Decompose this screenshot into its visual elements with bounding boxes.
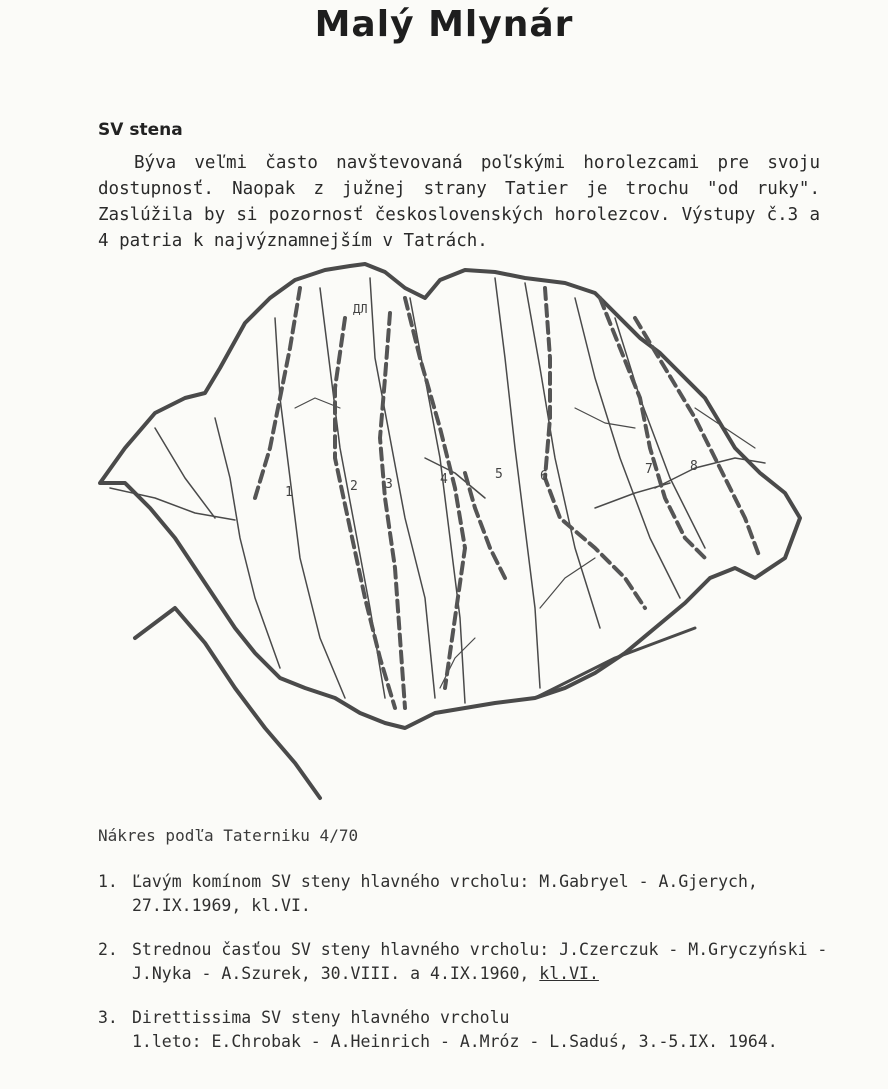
intro-text: Býva veľmi často navštevovaná poľskými horolezcami pre svoju dostupnosť. Naopak z južnej strany Tatier je trochu "od ruky". Zaslúžila by si pozornosť československých horolezcov. Výstupy č.3 a 4 patria k najvýznamnejším v Tatrách.: [98, 153, 820, 251]
route-description: [132, 938, 828, 986]
route-label-5: 5: [495, 467, 503, 482]
route-label-1: 1: [285, 485, 293, 500]
route-label-8: 8: [690, 459, 698, 474]
route-label-6: 6: [540, 469, 548, 484]
page-title: Malý Mlynár: [314, 4, 574, 45]
route-label-3: 3: [385, 477, 393, 492]
route-number: 2.: [98, 940, 118, 959]
route-item: [98, 1006, 828, 1054]
route-number: 1.: [98, 872, 118, 891]
route-line-4: [405, 298, 465, 688]
route-line-8: [635, 318, 760, 558]
route-number: 3.: [98, 1008, 118, 1027]
route-description: [132, 1006, 828, 1054]
route-text: Direttissima SV steny hlavného vrcholu: [132, 1008, 510, 1027]
route-line-5: [465, 473, 505, 578]
route-list: [98, 870, 828, 1074]
sketch-caption: Nákres podľa Taterniku 4/70: [98, 826, 359, 845]
route-description: Ľavým komínom SV steny hlavného vrcholu: M.Gabryel - A.Gjerych, 27.IX.1969, kl.VI.: [132, 872, 758, 915]
route-label-7: 7: [645, 462, 653, 477]
intro-paragraph: [98, 150, 820, 254]
route-grade: kl.VI.: [539, 964, 599, 983]
route-text: Strednou časťou SV steny hlavného vrcholu: J.Czerczuk - M.Gryczyński - J.Nyka - A.Szurek, 30.VIII. a 4.IX.1960,: [132, 940, 828, 983]
summit-mark: ДЛ: [353, 302, 368, 316]
route-item: [98, 938, 828, 986]
route-label-4: 4: [440, 472, 448, 487]
route-line-6: [545, 288, 645, 608]
lower-ridge-right: [535, 628, 695, 698]
lower-ridge-left: [135, 608, 320, 798]
route-item: [98, 870, 828, 918]
route-first-ascent: 1.leto: E.Chrobak - A.Heinrich - A.Mróz - L.Saduś, 3.-5.IX. 1964.: [132, 1032, 778, 1051]
route-label-2: 2: [350, 479, 358, 494]
section-heading: SV stena: [98, 120, 183, 140]
route-line-1: [255, 288, 300, 498]
mountain-face-sketch: [95, 258, 825, 803]
route-line-7: [600, 298, 705, 558]
route-line-3: [380, 313, 405, 708]
